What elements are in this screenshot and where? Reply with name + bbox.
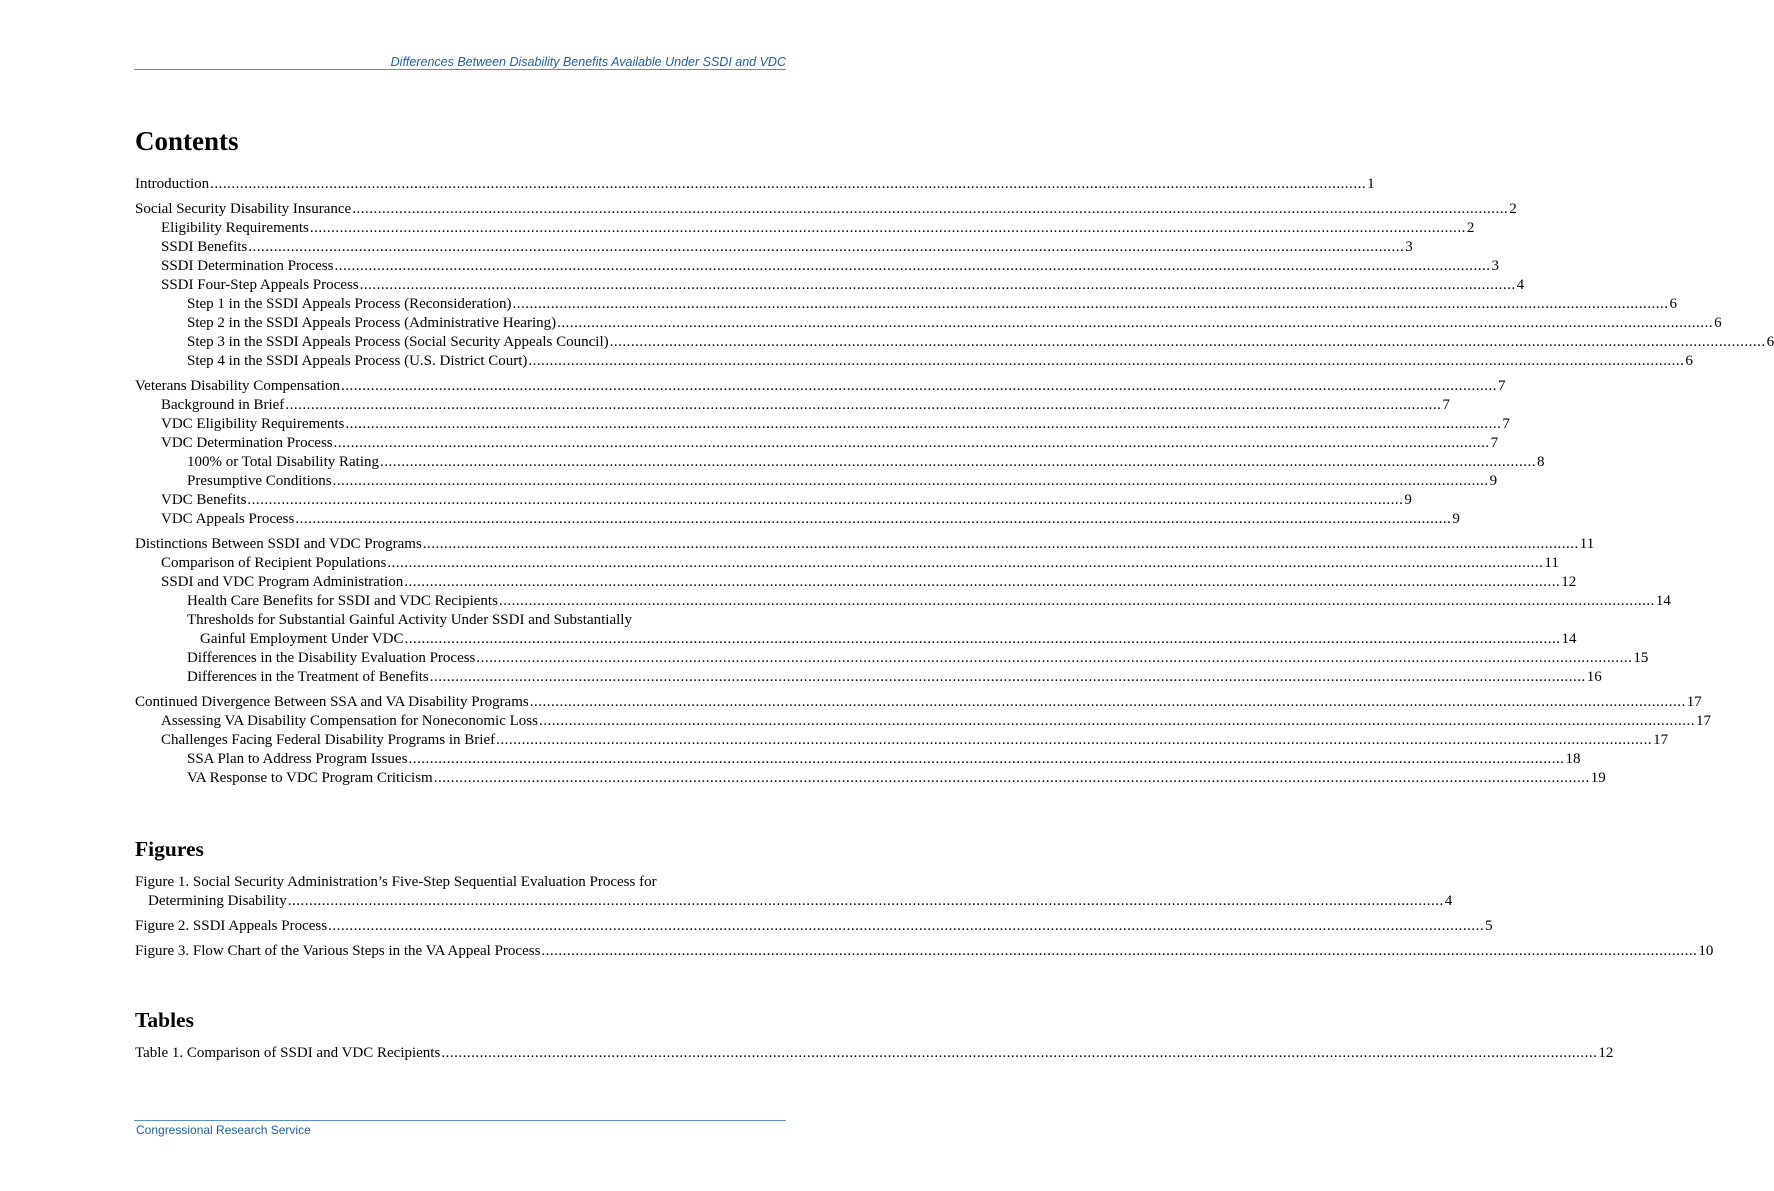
toc-entry-title: VDC Determination Process xyxy=(161,435,333,451)
dot-leader xyxy=(408,750,1564,769)
toc-entry-page: 9 xyxy=(1489,473,1498,489)
toc-entry-evaluation-differences[interactable] xyxy=(187,649,1649,668)
dot-leader xyxy=(387,554,1543,573)
dot-leader xyxy=(288,892,1444,911)
toc-entry-title: VDC Benefits xyxy=(161,492,247,508)
figure-entry-page: 5 xyxy=(1485,918,1493,934)
toc-entry-page: 9 xyxy=(1452,511,1460,527)
toc-entry-page: 4 xyxy=(1516,277,1525,293)
toc-entry-page: 17 xyxy=(1695,713,1711,729)
toc-entry-page: 12 xyxy=(1561,574,1577,590)
toc-entry-presumptive[interactable] xyxy=(187,472,1498,491)
dot-leader xyxy=(360,276,1516,295)
toc-entry-vdc-determination[interactable] xyxy=(161,434,1499,453)
dot-leader xyxy=(380,453,1536,472)
toc-entry-step-2[interactable] xyxy=(187,314,1722,333)
toc-entry-title: Veterans Disability Compensation xyxy=(135,378,340,394)
dot-leader xyxy=(513,295,1669,314)
table-entry-1[interactable] xyxy=(135,1044,1614,1063)
toc-entry-title: Continued Divergence Between SSA and VA Disability Programs xyxy=(135,694,529,710)
toc-entry-program-administration[interactable] xyxy=(161,573,1577,592)
toc-entry-title: Comparison of Recipient Populations xyxy=(161,555,387,571)
toc-entry-title-continued: Gainful Employment Under VDC xyxy=(200,631,404,647)
list-of-tables xyxy=(135,1044,1614,1063)
toc-entry-page: 14 xyxy=(1561,631,1577,647)
toc-entry-page: 6 xyxy=(1714,315,1722,331)
dot-leader xyxy=(528,352,1684,371)
dot-leader xyxy=(423,535,1579,554)
toc-entry-page: 17 xyxy=(1653,732,1669,748)
toc-entry-step-1[interactable] xyxy=(187,295,1678,314)
toc-entry-health-care[interactable] xyxy=(187,592,1671,611)
toc-entry-page: 14 xyxy=(1655,593,1671,609)
dot-leader xyxy=(541,942,1697,961)
table-entry-page: 12 xyxy=(1598,1045,1614,1061)
toc-entry-continued-divergence[interactable] xyxy=(135,693,1702,712)
toc-entry-recipient-populations[interactable] xyxy=(161,554,1559,573)
dot-leader xyxy=(476,649,1632,668)
toc-entry-title: Differences in the Treatment of Benefits xyxy=(187,669,429,685)
toc-entry-page: 7 xyxy=(1497,378,1506,394)
dot-leader xyxy=(610,333,1766,352)
toc-entry-noneconomic-loss[interactable] xyxy=(161,712,1711,731)
tables-heading: Tables xyxy=(135,1008,194,1032)
dot-leader xyxy=(310,219,1466,238)
table-entry-title: Table 1. Comparison of SSDI and VDC Recipients xyxy=(135,1045,441,1061)
toc-entry-total-disability[interactable] xyxy=(187,453,1545,472)
figure-entry-title: Figure 1. Social Security Administration’s Five-Step Sequential Evaluation Process for xyxy=(135,874,657,890)
toc-entry-eligibility-requirements[interactable] xyxy=(161,219,1475,238)
dot-leader xyxy=(496,731,1652,750)
toc-entry-title: SSDI and VDC Program Administration xyxy=(161,574,404,590)
toc-entry-distinctions[interactable] xyxy=(135,535,1595,554)
toc-entry-page: 17 xyxy=(1686,694,1702,710)
toc-entry-title: SSDI Determination Process xyxy=(161,258,334,274)
toc-entry-page: 2 xyxy=(1466,220,1475,236)
contents-heading: Contents xyxy=(135,126,239,156)
toc-entry-page: 2 xyxy=(1509,201,1517,217)
dot-leader xyxy=(334,257,1490,276)
dot-leader xyxy=(557,314,1713,333)
toc-entry-page: 11 xyxy=(1544,555,1559,571)
running-header: Differences Between Disability Benefits Available Under SSDI and VDC xyxy=(390,55,786,69)
toc-entry-title: Step 2 in the SSDI Appeals Process (Administrative Hearing) xyxy=(187,315,557,331)
figure-entry-title-continued: Determining Disability xyxy=(148,893,287,909)
toc-entry-page: 7 xyxy=(1490,435,1499,451)
toc-entry-page: 11 xyxy=(1579,536,1595,552)
toc-entry-page: 3 xyxy=(1491,258,1499,274)
figures-heading: Figures xyxy=(135,837,204,861)
toc-entry-title: Challenges Facing Federal Disability Programs in Brief xyxy=(161,732,496,748)
figure-entry-2[interactable] xyxy=(135,917,1493,936)
figure-entry-title: Figure 2. SSDI Appeals Process xyxy=(135,918,328,934)
toc-entry-thresholds[interactable] xyxy=(187,611,1577,649)
toc-entry-title: Eligibility Requirements xyxy=(161,220,309,236)
toc-entry-title: VDC Appeals Process xyxy=(161,511,295,527)
footer-divider xyxy=(134,1120,786,1121)
dot-leader xyxy=(539,712,1695,731)
toc-entry-page: 1 xyxy=(1367,176,1375,192)
toc-entry-title: Step 3 in the SSDI Appeals Process (Social Security Appeals Council) xyxy=(187,334,609,350)
figure-entry-page: 10 xyxy=(1698,943,1714,959)
toc-entry-page: 15 xyxy=(1633,650,1649,666)
figure-entry-1[interactable] xyxy=(135,873,1453,911)
toc-entry-page: 9 xyxy=(1404,492,1412,508)
toc-entry-ssdi-determination[interactable] xyxy=(161,257,1499,276)
toc-entry-challenges[interactable] xyxy=(161,731,1669,750)
dot-leader xyxy=(434,769,1590,788)
toc-entry-benefits-treatment[interactable] xyxy=(187,668,1602,687)
dot-leader xyxy=(333,472,1489,491)
dot-leader xyxy=(285,396,1441,415)
toc-entry-ssa-plan[interactable] xyxy=(187,750,1581,769)
list-of-figures xyxy=(135,873,1714,961)
table-of-contents xyxy=(135,175,1774,788)
header-divider xyxy=(134,69,786,70)
toc-entry-page: 8 xyxy=(1537,454,1545,470)
dot-leader xyxy=(341,377,1497,396)
toc-entry-ssdi[interactable] xyxy=(135,200,1517,219)
toc-entry-title: Distinctions Between SSDI and VDC Programs xyxy=(135,536,422,552)
figure-entry-title: Figure 3. Flow Chart of the Various Steps in the VA Appeal Process xyxy=(135,943,541,959)
dot-leader xyxy=(248,238,1404,257)
toc-entry-page: 19 xyxy=(1590,770,1606,786)
toc-entry-page: 6 xyxy=(1669,296,1678,312)
toc-entry-step-4[interactable] xyxy=(187,352,1693,371)
toc-entry-title: VDC Eligibility Requirements xyxy=(161,416,345,432)
toc-entry-title: Assessing VA Disability Compensation for Noneconomic Loss xyxy=(161,713,538,729)
toc-entry-page: 18 xyxy=(1565,751,1581,767)
toc-entry-page: 6 xyxy=(1766,334,1774,350)
dot-leader xyxy=(247,491,1403,510)
dot-leader xyxy=(430,668,1586,687)
toc-entry-title: Step 4 in the SSDI Appeals Process (U.S. District Court) xyxy=(187,353,528,369)
dot-leader xyxy=(328,917,1484,936)
toc-entry-page: 16 xyxy=(1586,669,1602,685)
toc-entry-title: Thresholds for Substantial Gainful Activity Under SSDI and Substantially xyxy=(187,612,632,628)
toc-entry-title: Step 1 in the SSDI Appeals Process (Reconsideration) xyxy=(187,296,512,312)
toc-entry-title: VA Response to VDC Program Criticism xyxy=(187,770,433,786)
toc-entry-ssdi-benefits[interactable] xyxy=(161,238,1413,257)
toc-entry-title: SSA Plan to Address Program Issues xyxy=(187,751,408,767)
figure-entry-3[interactable] xyxy=(135,942,1714,961)
toc-entry-vdc-benefits[interactable] xyxy=(161,491,1412,510)
dot-leader xyxy=(499,592,1655,611)
toc-entry-title: Background in Brief xyxy=(161,397,285,413)
toc-entry-title: Social Security Disability Insurance xyxy=(135,201,352,217)
toc-entry-title: Differences in the Disability Evaluation Process xyxy=(187,650,476,666)
toc-entry-va-response[interactable] xyxy=(187,769,1606,788)
toc-entry-ssdi-appeals[interactable] xyxy=(161,276,1525,295)
running-footer: Congressional Research Service xyxy=(136,1123,311,1137)
dot-leader xyxy=(210,175,1366,194)
toc-entry-title: SSDI Benefits xyxy=(161,239,248,255)
dot-leader xyxy=(352,200,1508,219)
toc-entry-vdc[interactable] xyxy=(135,377,1506,396)
toc-entry-vdc-appeals[interactable] xyxy=(161,510,1460,529)
toc-entry-page: 7 xyxy=(1442,397,1450,413)
dot-leader xyxy=(404,573,1560,592)
figure-entry-page: 4 xyxy=(1444,893,1453,909)
toc-entry-page: 6 xyxy=(1685,353,1693,369)
toc-entry-title: SSDI Four-Step Appeals Process xyxy=(161,277,359,293)
toc-entry-title: Introduction xyxy=(135,176,210,192)
toc-entry-vdc-eligibility[interactable] xyxy=(161,415,1510,434)
toc-entry-page: 7 xyxy=(1502,416,1510,432)
dot-leader xyxy=(530,693,1686,712)
toc-entry-title: Health Care Benefits for SSDI and VDC Recipients xyxy=(187,593,498,609)
dot-leader xyxy=(295,510,1451,529)
dot-leader xyxy=(345,415,1501,434)
toc-entry-background[interactable] xyxy=(161,396,1450,415)
dot-leader xyxy=(404,630,1560,649)
dot-leader xyxy=(334,434,1490,453)
dot-leader xyxy=(441,1044,1597,1063)
toc-entry-page: 3 xyxy=(1405,239,1413,255)
toc-entry-title: Presumptive Conditions xyxy=(187,473,332,489)
toc-entry-title: 100% or Total Disability Rating xyxy=(187,454,379,470)
toc-entry-introduction[interactable] xyxy=(135,175,1375,194)
toc-entry-step-3[interactable] xyxy=(187,333,1774,352)
